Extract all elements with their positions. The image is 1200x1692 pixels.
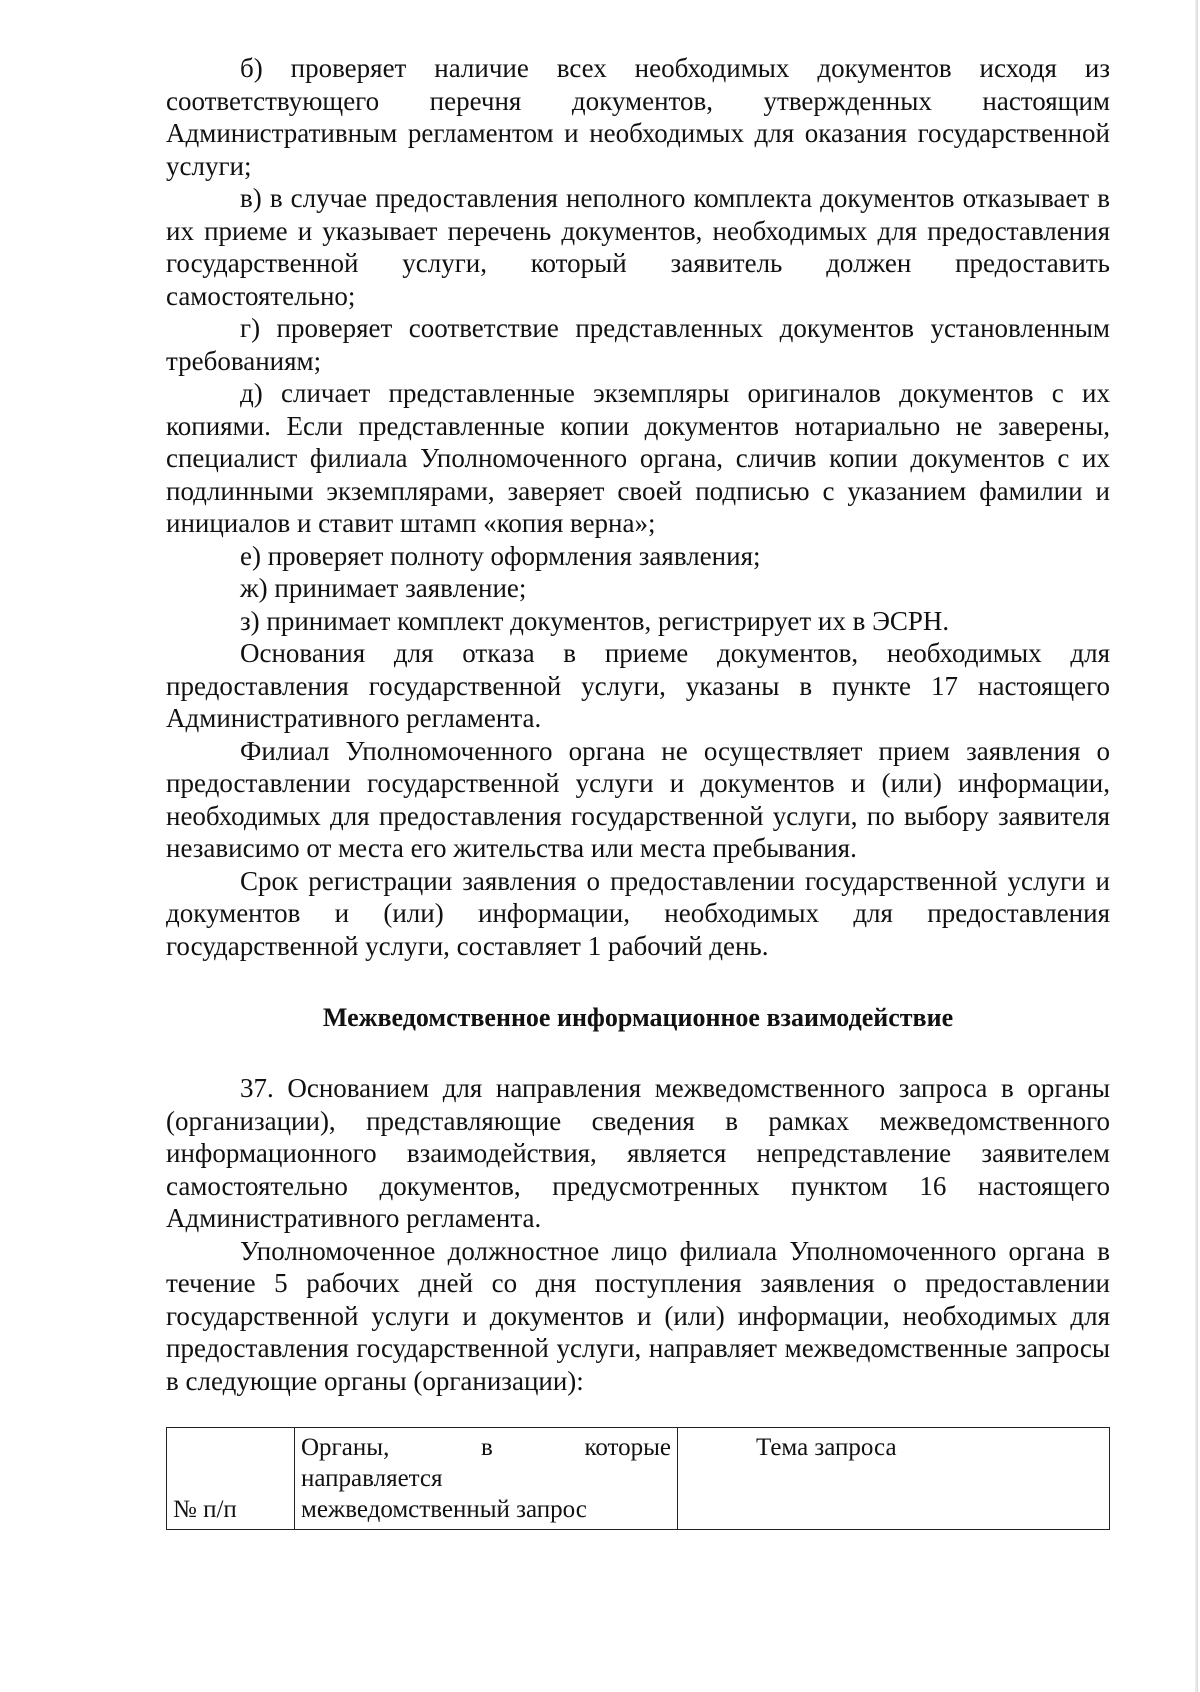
- paragraph: г) проверяет соответствие представленных документов установленным требованиям;: [166, 313, 1110, 376]
- section-heading: Межведомственное информационное взаимодействие: [322, 1003, 954, 1032]
- paragraph: Филиал Уполномоченного органа не осуществляет прием заявления о предоставлении государственной услуги и документов и (или) информации, необходимых для предоставления государственной услуги, по выбору заявителя независимо от места его жительства или места пребывания.: [166, 735, 1110, 863]
- column-header-topic: Тема запроса: [678, 1428, 1110, 1530]
- paragraph: Уполномоченное должностное лицо филиала Уполномоченного органа в течение 5 рабочих дней со дня поступления заявления о предоставлении государственной услуги и документов и (или) информации, необходимых для предоставления государственной услуги, направляет межведомственные запросы в следующие органы (организации):: [166, 1235, 1110, 1396]
- table-header-row: [167, 1428, 1110, 1530]
- paragraph: Основания для отказа в приеме документов, необходимых для предоставления государственной услуги, указаны в пункте 17 настоящего Административного регламента.: [166, 638, 1110, 733]
- agencies-table: [166, 1427, 1110, 1530]
- paragraph: з) принимает комплект документов, регистрирует их в ЭСРН.: [240, 605, 950, 636]
- header-word: в: [480, 1434, 493, 1461]
- header-word: Органы,: [301, 1434, 390, 1461]
- column-header-organizations-line: [301, 1432, 671, 1463]
- paragraph: в) в случае предоставления неполного комплекта документов отказывает в их приеме и указывает перечень документов, необходимых для предоставления государственной услуги, который заявитель должен предоставить самостоятельно;: [166, 183, 1110, 311]
- paragraph: б) проверяет наличие всех необходимых документов исходя из соответствующего перечня документов, утвержденных настоящим Административным регламентом и необходимых для оказания государственной услуги;: [166, 53, 1110, 181]
- header-line: направляется: [301, 1465, 443, 1492]
- paragraph: д) сличает представленные экземпляры оригиналов документов с их копиями. Если представленные копии документов нотариально не заверены, специалист филиала Уполномоченного органа, сличив копии документов с их подлинными экземплярами, заверяет своей подписью с указанием фамилии и инициалов и ставит штамп «копия верна»;: [166, 378, 1110, 538]
- header-word: которые: [584, 1434, 671, 1461]
- document-page: [166, 52, 1110, 1530]
- paragraph: ж) принимает заявление;: [240, 573, 527, 603]
- column-header-number: № п/п: [167, 1428, 295, 1530]
- scan-edge: [1195, 0, 1198, 1692]
- header-line: межведомственный запрос: [301, 1496, 587, 1523]
- paragraph: 37. Основанием для направления межведомственного запроса в органы (организации), представляющие сведения в рамках межведомственного информационного взаимодействия, является непредставление заявителем самостоятельно документов, предусмотренных пунктом 16 настоящего Административного регламента.: [166, 1073, 1110, 1233]
- column-header-organizations: [295, 1428, 678, 1530]
- paragraph: е) проверяет полноту оформления заявления;: [240, 540, 761, 571]
- paragraph: Срок регистрации заявления о предоставлении государственной услуги и документов и (или) информации, необходимых для предоставления государственной услуги, составляет 1 рабочий день.: [166, 865, 1110, 961]
